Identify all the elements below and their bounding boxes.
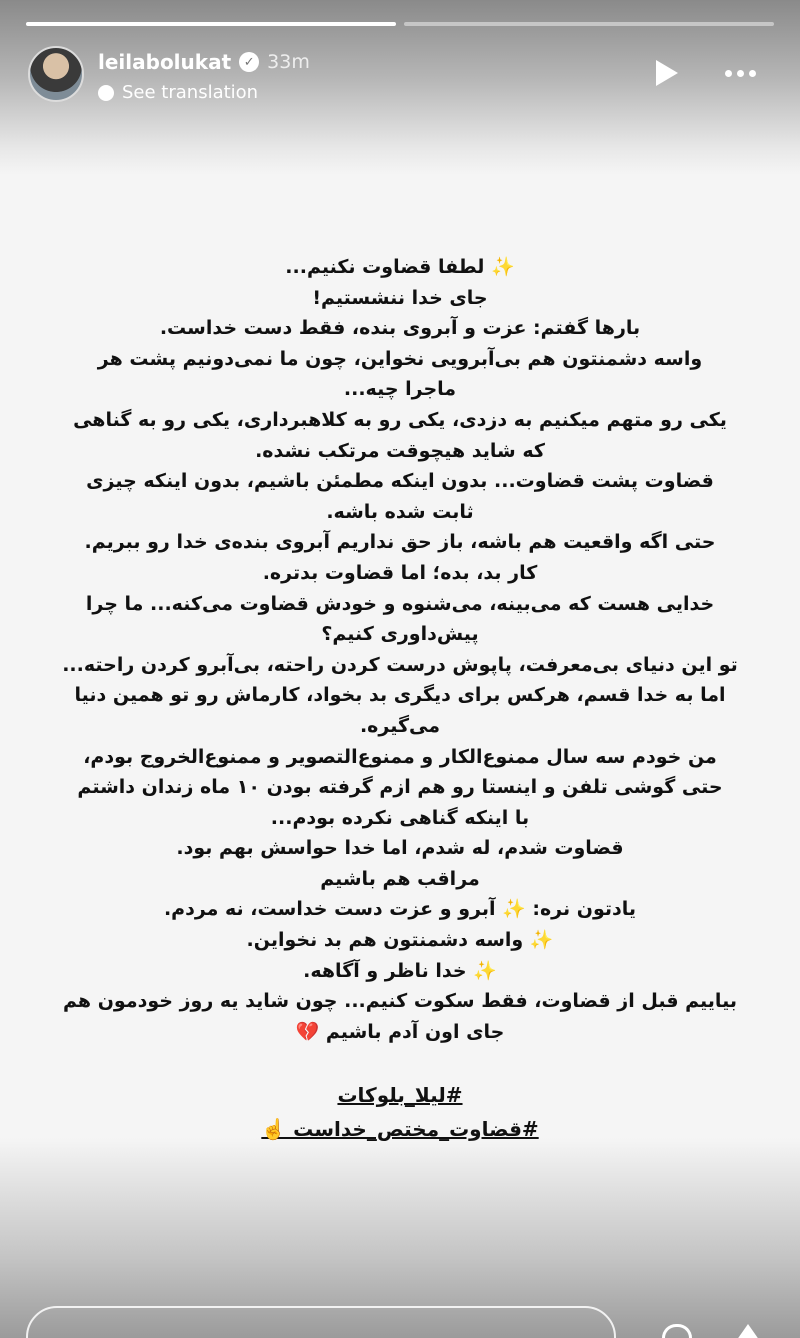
story-text-line: با اینکه گناهی نکرده بودم... (270, 806, 530, 829)
story-header (26, 44, 774, 108)
see-translation-label: See translation (122, 82, 259, 103)
timestamp: 33m (267, 51, 310, 73)
verified-badge-icon: ✓ (239, 52, 259, 72)
story-text-line: بارها گفتم: عزت و آبروی بنده، فقط دست خداست. (159, 317, 641, 340)
story-text-line: حتی اگه واقعیت هم باشه، باز حق نداریم آبروی بنده‌ی خدا رو ببریم. (84, 531, 716, 554)
see-translation-button[interactable] (98, 82, 258, 103)
story-text-line: ماجرا چیه... (343, 378, 457, 401)
story-text-line: می‌گیره. (359, 714, 441, 737)
progress-segment (26, 22, 396, 26)
story-text-line: حتی گوشی تلفن و اینستا رو هم ازم گرفته بودن ۱۰ ماه زندان داشتم (77, 776, 723, 799)
more-options-icon[interactable] (725, 70, 756, 77)
username[interactable]: leilabolukat (98, 50, 232, 74)
hashtag-name[interactable]: #لیلا_بلوکات (337, 1083, 463, 1107)
hashtags (28, 1078, 772, 1146)
story-text-line: من خودم سه سال ممنوع‌الکار و ممنوع‌التصویر و ممنوع‌الخروج بودم، (83, 745, 717, 768)
story-progress-bars (26, 22, 774, 26)
story-text-line: ✨ خدا ناظر و آگاهه. (303, 959, 497, 982)
story-text-line: تو این دنیای بی‌معرفت، پاپوش درست کردن راحته، بی‌آبرو کردن راحته... (62, 653, 738, 676)
reply-input[interactable] (26, 1306, 616, 1338)
send-icon[interactable] (734, 1324, 762, 1338)
hashtag-judgment[interactable]: #قضاوت_مختص_خداست ☝️ (261, 1117, 539, 1141)
story-text-line: جای خدا ننشستیم! (312, 286, 488, 309)
story-text-line: قضاوت پشت قضاوت... بدون اینکه مطمئن باشیم، بدون اینکه چیزی (86, 470, 714, 493)
story-text-line: ✨ واسه دشمنتون هم بد نخواین. (246, 929, 554, 952)
story-text-line: جای اون آدم باشیم 💔 (295, 1020, 505, 1043)
story-text-line: خدایی هست که می‌بینه، می‌شنوه و خودش قضاوت می‌کنه... ما چرا (85, 592, 715, 615)
story-text (28, 252, 772, 1047)
story-text-line: ✨ لطفا قضاوت نکنیم... (285, 256, 515, 278)
story-text-line: کار بد، بده؛ اما قضاوت بدتره. (262, 561, 538, 584)
story-text-line: مراقب هم باشیم (320, 867, 480, 890)
story-text-line: پیش‌داوری کنیم؟ (321, 623, 479, 646)
avatar[interactable] (28, 46, 84, 102)
story-text-line: ثابت شده باشه. (326, 500, 474, 523)
story-text-line: یکی رو متهم میکنیم به دزدی، یکی رو به کلاهبرداری، یکی رو به گناهی (73, 408, 727, 431)
story-text-line: که شاید هیچوقت مرتکب نشده. (255, 439, 545, 462)
play-icon[interactable] (656, 60, 678, 86)
user-line (98, 50, 310, 74)
story-text-line: یادتون نره: ✨ آبرو و عزت دست خداست، نه مردم. (163, 898, 637, 921)
story-text-line: قضاوت شدم، له شدم، اما خدا حواسش بهم بود. (176, 837, 624, 860)
progress-fill (26, 22, 396, 26)
story-text-line: واسه دشمنتون هم بی‌آبرویی نخواین، چون ما نمی‌دونیم پشت هر (97, 347, 703, 370)
story-text-line: بیاییم قبل از قضاوت، فقط سکوت کنیم... چون شاید یه روز خودمون هم (63, 990, 737, 1013)
story-text-line: اما به خدا قسم، هرکس برای دیگری بد بخواد، کارماش رو تو همین دنیا (74, 684, 726, 707)
globe-icon (98, 85, 114, 101)
progress-segment (404, 22, 774, 26)
